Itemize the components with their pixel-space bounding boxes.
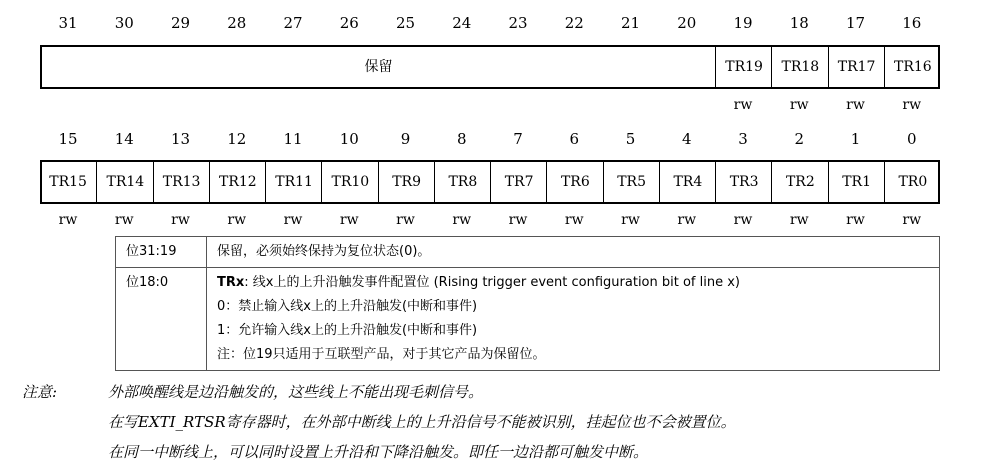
register-field: TR6 <box>546 162 603 202</box>
access-type: rw <box>227 212 247 228</box>
register-field: TR19 <box>715 47 772 87</box>
register-field: TR8 <box>434 162 491 202</box>
register-field: TR17 <box>828 47 885 87</box>
bit-number: 0 <box>906 130 917 148</box>
access-type: rw <box>789 97 809 113</box>
bit-number: 13 <box>170 130 191 148</box>
access-type: rw <box>396 212 415 228</box>
register-field: TR13 <box>153 162 210 202</box>
register-field: TR1 <box>828 162 885 202</box>
bit-number: 17 <box>845 14 866 32</box>
bit-number: 21 <box>620 14 641 32</box>
note-line-3: 在同一中断线上，可以同时设置上升沿和下降沿触发。即任一边沿都可触发中断。 <box>108 443 649 461</box>
description-cell <box>207 237 940 268</box>
access-type: rw <box>283 212 303 228</box>
bit-number: 20 <box>677 14 697 32</box>
access-type: rw <box>171 212 190 228</box>
bit-number: 4 <box>681 130 692 148</box>
bit-number: 11 <box>283 130 303 148</box>
bit-number: 31 <box>58 14 78 32</box>
register-field: TR11 <box>265 162 322 202</box>
access-type: rw <box>789 212 809 228</box>
table-row <box>116 268 940 371</box>
field-title <box>217 271 929 295</box>
note-line-1: 外部唤醒线是边沿触发的，这些线上不能出现毛刺信号。 <box>108 383 484 401</box>
bit-description-table <box>115 236 940 371</box>
bit-number: 6 <box>569 130 580 148</box>
access-type: rw <box>846 97 865 113</box>
bit-number: 29 <box>170 14 191 32</box>
bit-number: 25 <box>395 14 416 32</box>
bit-range-cell: 位31:19 <box>116 237 207 268</box>
access-type: rw <box>564 212 584 228</box>
bit-number: 10 <box>339 130 359 148</box>
bit-number: 27 <box>283 14 303 32</box>
table-row <box>116 237 940 268</box>
access-type: rw <box>902 97 922 113</box>
reserved-field: 保留 <box>364 59 393 75</box>
access-type: rw <box>339 212 359 228</box>
access-type: rw <box>677 212 697 228</box>
register-field: TR18 <box>771 47 828 87</box>
bit-number: 8 <box>456 130 467 148</box>
bit-range-cell: 位18:0 <box>116 268 207 371</box>
register-field: TR2 <box>771 162 828 202</box>
register-field: TR10 <box>321 162 378 202</box>
register-field: TR4 <box>659 162 716 202</box>
bit-number: 16 <box>902 14 922 32</box>
description-cell <box>207 268 940 371</box>
bit-number: 18 <box>789 14 809 32</box>
access-type: rw <box>733 97 753 113</box>
access-type: rw <box>58 212 78 228</box>
value-0-description: 0：禁止输入线x上的上升沿触发(中断和事件) <box>217 299 478 314</box>
access-type: rw <box>452 212 472 228</box>
bit-number: 3 <box>738 130 748 148</box>
value-1-description: 1：允许输入线x上的上升沿触发(中断和事件) <box>217 323 478 338</box>
bit-number: 23 <box>508 14 528 32</box>
description-text: 保留，必须始终保持为复位状态(0)。 <box>217 244 431 259</box>
bit-number: 2 <box>794 130 805 148</box>
register-field: TR5 <box>603 162 660 202</box>
note-line-2: 在写EXTI_RTSR寄存器时，在外部中断线上的上升沿信号不能被识别，挂起位也不会被置位。 <box>108 413 736 431</box>
register-row-low <box>40 160 940 204</box>
access-type: rw <box>846 212 865 228</box>
bit-number: 26 <box>339 14 359 32</box>
register-field: TR15 <box>49 174 87 190</box>
register-field: TR16 <box>884 47 941 87</box>
bit-number: 22 <box>564 14 584 32</box>
register-field: TR12 <box>209 162 266 202</box>
access-type: rw <box>902 212 922 228</box>
bit-number: 19 <box>733 14 753 32</box>
register-field: TR9 <box>378 162 435 202</box>
bit-number: 1 <box>850 130 861 148</box>
field-title-text: : 线x上的上升沿触发事件配置位 (Rising trigger event configuration bit of line x) <box>244 275 740 290</box>
register-field: TR7 <box>490 162 547 202</box>
bit-number: 30 <box>114 14 134 32</box>
register-field: TR14 <box>96 162 153 202</box>
bit-number: 15 <box>58 130 78 148</box>
bit-number: 24 <box>452 14 472 32</box>
bit-number: 7 <box>513 130 523 148</box>
access-type: rw <box>733 212 753 228</box>
notes-label: 注意: <box>22 383 58 401</box>
field-name: TRx <box>217 275 245 290</box>
access-type: rw <box>508 212 528 228</box>
bit-number: 14 <box>114 130 134 148</box>
bit-number: 12 <box>227 130 247 148</box>
register-row-high <box>40 45 940 89</box>
bit-number: 5 <box>625 130 636 148</box>
register-field: TR3 <box>715 162 772 202</box>
bit-number: 28 <box>227 14 247 32</box>
field-note: 注：位19只适用于互联型产品，对于其它产品为保留位。 <box>217 347 546 362</box>
bit-number: 9 <box>400 130 411 148</box>
register-field: TR0 <box>884 162 941 202</box>
access-type: rw <box>621 212 640 228</box>
access-type: rw <box>114 212 134 228</box>
